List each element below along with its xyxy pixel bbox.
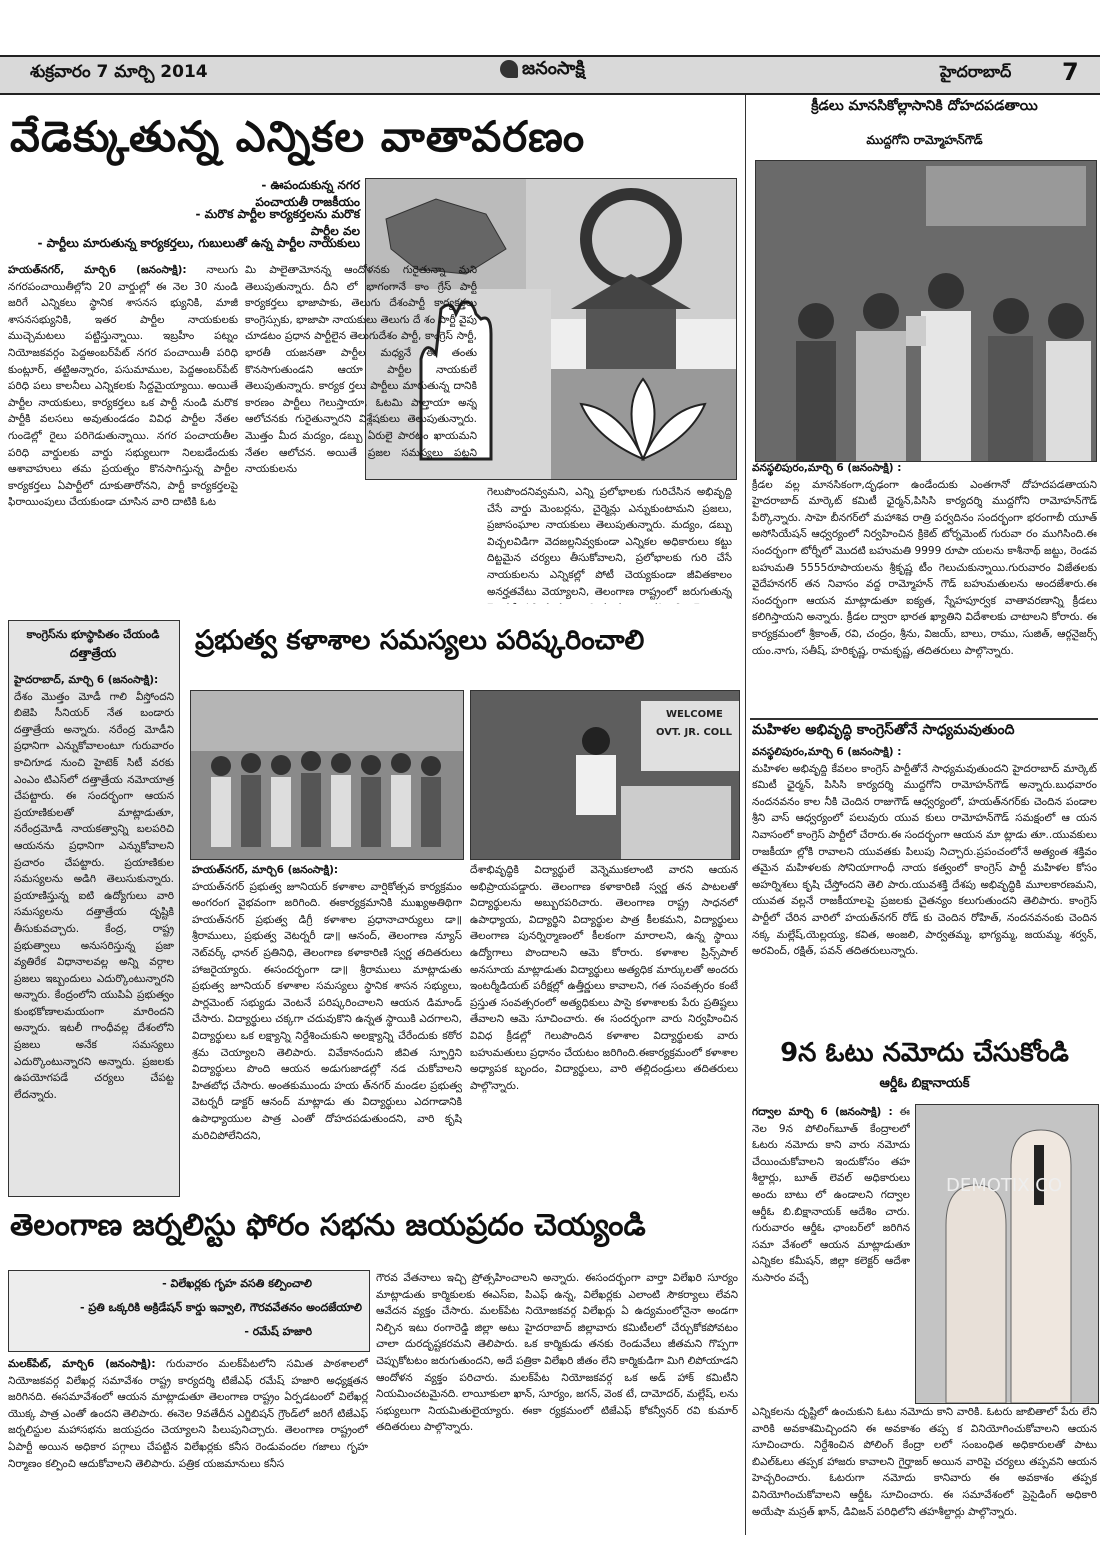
edition-city: హైదరాబాద్ xyxy=(940,62,1012,81)
logo-text: జనంసాక్షి xyxy=(522,58,585,79)
story7-headline: తెలంగాణ జర్నలిస్టు ఫోరం సభను జయప్రదం చెయ్యండి xyxy=(10,1208,646,1243)
story1-dateline: హయత్‌నగర్, మార్చి6 (జనంసాక్షి): xyxy=(8,264,187,276)
trophy-icon xyxy=(906,316,926,346)
story2-byline: ముద్దగోని రామ్మోహన్‌గౌడ్ xyxy=(866,133,983,147)
story6-column-1 xyxy=(192,862,462,1192)
story3-dateline: వనస్థలిపురం,మార్చి 6 (జనంసాక్షి) : xyxy=(752,746,902,758)
newspaper-logo xyxy=(492,56,593,85)
issue-date: శుక్రవారం 7 మార్చి 2014 xyxy=(30,62,208,82)
prize-ceremony-svg xyxy=(756,161,1096,461)
story6-group-photo xyxy=(190,690,464,860)
story6-dateline: హయత్‌నగర్, మార్చి6 (జనంసాక్షి): xyxy=(192,864,339,876)
story4-dateline: గద్వాల మార్చి 6 (జనంసాక్షి) : xyxy=(752,1106,893,1118)
story2-body xyxy=(752,460,1097,710)
story3-rule xyxy=(750,718,1098,720)
story1-col1-text: నాలుగు నగరపంచాయితీల్లోని 20 వార్డుల్లో ఈ నెల 30 నుండి జరిగే ఎన్నికలు స్థానిక శాసనస భ్యునికి, మాజీ శాసనసభ్యునికి, ఇతర పార్టీల నాయకులకు ముచ్చెమటలు పట్టిస్తున్నాయి. ఇబ్రహీం పట్నం నియోజకవర్గం పెద్దఅంబర్‌పేట్ నగర పంచాయితీ పరిధి కుంట్లూర్, తట్టిఅన్నారం, పసుమాముల, పెద్దఅంబర్‌పేట్ పరిధి పలు కాలనీలు ఎన్నికలకు సిద్దమైయ్యాయి. అయితే పార్టీల నాయకులు, కార్యకర్తలు ఒక పార్టీ నుండి మరొక పార్టీకి వలసలు అవుతుండడం వివిధ పార్టీల నేతల గుండెల్లో రైలు పరిగెడుతున్నాయి. నగర పంచాయతీల పరిధి వార్డులకు వార్డు సభ్యులుగా నిలబడేందుకు ఆశావాహులు తమ ప్రయత్నం కొనసాగిస్తున్న పార్టీల కార్యకర్తలు ఏపార్టీలో దూకుతారోనని, పార్టీ కార్యకర్తలపై ఫిరాయింపులు చేయకుండా చూసిన వారి దాటికి ఓట xyxy=(8,264,238,509)
story2-text: క్రీడల వల్ల మానసికంగా,దృఢంగా ఉండేందుకు ఎంతగానో దోహదపడతాయని హైదరాబాద్ మార్కెట్ కమిటీ ఛైర్మన్,పిసిసి కార్యదర్శి ముద్దగోని రామోహన్‌గౌడ్ పేర్కొన్నారు. సాహె బీనగర్‌లో మహాశివ రాత్రి పర్వదినం సందర్భంగా భరంగాబీ యూత్ అసోసియేషన్ ఆధ్వర్యంలో నిర్వహించిన క్రికెట్ టోర్నమెంట్ గురువా రం ముగిసింది.ఈ సందర్భంగా టోర్నీలో మొదటి బహుమతి 9999 రూపా యలను కాశీనాథ్ జట్టు, రెండవ బహుమతి 5555రూపాయలను శ్రీకృష్ణ టీం గెలుచుకున్నాయి.గురువారం విజేతలకు వైదేహనగర్ తన నివాసం వద్ద రామ్మోహన్ గౌడ్ బహుమతులను అందజేశారు.ఈ సందర్భంగా ఆయన మాట్లాడుతూ ఐక్యత, స్నేహపూర్వక వాతావరణాన్ని క్రీడలు కలిగిస్తాయని అన్నారు. క్రీడల ద్వారా భారత ఖ్యాతిని విదేశాలకు చాటాలని కోరారు. ఈ కార్యక్రమంలో శ్రీకాంత్, రవి, చంద్రం, శ్రీను, విజయ్, బాలు, రాము, సుజిత్, ఆర్గనైజర్స్ యం.నాగు, సతీష్, హరికృష్ణ, రామకృష్ణ, తదితరులు పాల్గొన్నారు. xyxy=(752,478,1097,657)
story6-column-2: దేశాభివృద్ధికి విద్యార్థులే వెన్నెముకలాంటి వారని ఆయన అభిప్రాయపడ్డారు. తెలంగాణ కళాకారిణి స్వర్ణ తన పాటలతో విద్యార్థులను అబ్బురపరిచారు. తెలంగాణ రాష్ట్ర సాధనలో ఉపాధ్యాయ, విద్యార్థిని విద్యార్థుల పాత్ర కీలకమని, విద్యార్థులు తెలంగాణ పునర్నిర్మాణంలో కీలకంగా మారాలని, ఉన్న స్థాయి ఉద్యోగాలు పొందాలని ఆమె కోరారు. కళాశాల ప్రిన్స్‌పాల్ అనసూయ మాట్లాడుతు విద్యార్థులు అత్యధిక మార్కులతో అందరు ఇంటర్మీడియట్ పరీక్షల్లో ఉత్తీర్ణులు కావాలని, గత సంవత్సరం కంటే ప్రస్తుత సంవత్సరంలో అత్యధికులు పాసై కళాశాలకు పేరు ప్రతిష్టలు తేవాలని ఆమె సూచించారు. ఈ సందర్భంగా వారు నిర్వహించిన వివిధ క్రీడల్లో గెలుపొందిన కళాశాల విద్యార్థులకు వారు బహుమతులు ప్రధానం చేయటం జరిగింది.ఈకార్యక్రమంలో కళాశాల అధ్యాపక బృందం, విద్యార్థులు, వారి తల్లిదండ్రులు తదితరులు పాల్గొన్నారు. xyxy=(470,864,738,1092)
inked-finger-photo xyxy=(915,1104,1099,1404)
story1-column-2: మి పాలైతామోనన్న ఆందోళనకు గురైతున్నా మని తెలుపుతున్నారు. దీని లో భాగంగానే కాం గ్రేస్ పార్టీ కార్యకర్తలు భాజాపాకు, తెలుగు దేశంపార్టీ కార్యకర్తలు కాంగ్రెస్సుకు, భాజాపా నాయకులు తెలుగు దే శం పార్టీ వైపు చూడటం ప్రధాన పార్టీలైన తెలుగుదేశం పార్టీ, కాంగ్రెస్ సార్టీ, భారతీ యజనతా పార్టీల మధ్యనే ఈ తంతు కొనసాగుతుండని ఆయా పార్టీల నాయకులే తెలుపుతున్నారు. కార్యక ర్తలు పార్టీలు మారుతున్న దానికి కారణం పార్టీలు గెలుస్తాయా, ఓటమి పాల్తాయా అన్న ఆలోచనకు గురైతున్నారని విశ్లేషకులు తెలుపుతున్నారు. మొత్తం మీద మద్యం, డబ్బు ఏరులై పారటం ఖాయమని నేతల ఆలోచన. అయితే ప్రజల సమస్యలు పట్టని నాయకులను xyxy=(245,264,477,476)
story1-column-3: గెలుపొందనివ్వమని, ఎన్ని ప్రలోభాలకు గురిచేసిన అభివృద్ది చేసే వార్డు మెంబర్లను, చైర్మెన్లు ఎన్నుకుంటామని ప్రజలు, ప్రజాసంఘాల నాయకులు తెలుపుతున్నారు. మద్యం, డబ్బు విచ్చలవిడిగా వెదజల్లనివ్వకుండా ఎన్నికల అధికారులు కట్టు దిట్టమైన చర్యలు తీసుకోవాలని, ప్రలోభాలకు గురి చేసే నాయకులను ఎన్నికల్లో పోటీ చెయ్యకుండా జీవితకాలం అనర్హతవేటు వెయ్యాలని, తెలంగాణ రాష్ట్రంలో జరుగుతున్న xyxy=(487,486,732,598)
story1-sub-2: - మరొక పార్టీల కార్యకర్తలను మరొక పార్టీల వల xyxy=(195,207,360,238)
story5-headline: కాంగ్రెస్‌ను భూస్థాపితం చేయండి xyxy=(26,628,160,641)
story3-headline: మహిళల అభివృద్ధి కాంగ్రెస్‌తోనే సాధ్యమవుతుంది xyxy=(752,722,1015,738)
logo-icon xyxy=(500,60,518,78)
story4-headline: 9న ఓటు నమోదు చేసుకోండి xyxy=(780,1038,1069,1068)
story6-speaker-photo xyxy=(470,690,740,860)
story7-sub-2: - ప్రతి ఒక్కరికి అక్రిడేషన్ కార్డు ఇవ్వాలి, గౌరవవేతనం అందజేయాలి xyxy=(79,1301,362,1314)
story7-col1-text: గురువారం మలక్‌పేటలోని సమిత పాఠశాలలో నియోజకవర్గ విలేఖర్ల సమావేశం రాష్ట్ర కార్యదర్శి టిజేఎఫ్ రమేష్ హజారి అధ్యక్షతన జరిగినది. ఈసమావేశంలో ఆయన మాట్లాడుతూ తెలంగాణ రాష్ట్రం ఏర్పడటంలో విలేఖర్ల యొక్క పాత్ర ఎంతో ఉందని తెలిపారు. ఈనెల 9వతేదీన ఎగ్జిబిషన్ గ్రౌండ్‌లో జరిగే టిజేఎఫ్ జర్నలిస్టుల మహాసభను జయప్రదం చెయ్యాలని పిలుపునిచ్చారు. తెలంగాణ రాష్ట్రంలో ఏపార్టీ అయిన అధికార పగ్గాలు చేపట్టిన విలేఖర్లకు కనీస రెండువందల గజాలు గృహ నిర్మాణం కల్పించి ఆదుకోవాలని తెలిపారు. పత్రిక యజమానులు కనీస xyxy=(8,1358,368,1470)
story1-sub-1: - ఊపందుకున్న నగర పంచాయతీ రాజకీయం xyxy=(255,178,360,209)
story5-body xyxy=(14,672,174,1192)
story2-dateline: వనస్థలిపురం,మార్చి 6 (జనంసాక్షి) : xyxy=(752,462,902,474)
college-banner: OVT. JR. COLL xyxy=(656,727,733,738)
story4-narrow-text: ఈ నెల 9న పోలింగ్‌బూత్ కేంద్రాలలో ఓటరు నమోదు కాని వారు నమోదు చేయించుకోవాలని ఇందుకోసం తహ శీల్దార్లు, బూత్ లెవల్ అధికారులు అందు బాటు లో ఉండాలని గద్వాల ఆర్డీఓ బి.బిక్షానాయక్ ఆదేశిం చారు. గురువారం ఆర్డీఓ ఛాంబర్‌లో జరిగిన సమా వేశంలో ఆయన మాట్లాడుతూ ఎన్నికల కమీషన్, జిల్లా కలెక్టర్ ఆదేశా నుసారం వచ్చే xyxy=(752,1106,910,1284)
story3-text: మహిళల అభివృద్ది కేవలం కాంగ్రెస్ పార్టీతోనే సాధ్యమవుతుందని హైదరాబాద్ మార్కెట్ కమిటీ ఛైర్మన్, పిసిసి కార్యదర్శి ముద్దగోని రామోహన్‌గౌడ్ అన్నారు.బుధవారం నందనవనం కాల నీకి చెందిన రాజుగౌడ్ ఆధ్వర్యంలో, హయత్‌నగర్‌కు చెందిన పండాల శ్రీని వాస్ ఆధ్వర్యంలో పలువురు యువ కులు రామోహన్‌గౌడ్ సమక్షంలో ఆ యన నివాసంలో కాంగ్రెస్ పార్టీలో చేరారు.ఈ సందర్భంగా ఆయన మా ట్లాడు తూ..యువకులు రాజకీయా ల్లోకి రావాలని యువతకు పిలుపు నిచ్చారు.ప్రపంచంలోనే అత్యంత శక్తివం తమైన మహిళలకు సోనియాగాంధీ నాయ కత్వంలో కాంగ్రెస్ పార్టీ మహిళల కోసం అహర్నిశలు కృషి చేస్తోందని తెలి పారు.యువశక్తి దేశపు అభివృద్ధికి మూలకారణమని, యువత వల్లనే రాజకీయాలపై ప్రజలకు చైతన్యం కలుగుతుందని తెలిపారు. కాంగ్రెస్ పార్టీలో చేరిన వారిలో హయత్‌నగర్ రోడ్ కు చెందిన రోహిత్, నందనవనంకు చెందిన నక్క మల్లేష్,యెల్లయ్య, కవిత, అంజలి, పార్వతమ్మ, భాగ్యమ్మ, జయమ్మ, శర్వన్, అరవింద్, రక్షిత్, పవన్ తదితరులున్నారు. xyxy=(752,762,1097,958)
story7-sub-1: - విలేఖర్లకు గృహ వసతి కల్పించాలి xyxy=(162,1277,312,1290)
story7-column-2: గౌరవ వేతనాలు ఇచ్చి ప్రోత్సహించాలని అన్నారు. ఈసందర్భంగా వార్తా విలేఖరి సూర్యం మాట్లాడుతు కార్మికులకు ఈఎస్ఐ, పిఎఫ్ ఉన్న, విలేఖర్లకు ఎలాంటి సౌకర్యాలు లేవని ఆవేదన వ్యక్తం చేసారు. మలక్‌పేట నియోజకవర్గ విలేఖర్లు ఏ ఉద్యమంలోనైనా అండగా నిల్చిన ఇటు రంగారెడ్డి జిల్లా అటు హైదరాబాద్ జిల్లావారు కమిటీలలో చేర్చుకోకపోవటం చాలా దురదృష్టకరమని తెలిపారు. ఒక కార్మికుడు తనకు రెండువేలు జీతమని గొప్పగా చెప్పుకోటటం జరుగుతుందని, అదే పత్రికా విలేఖరి జీతం లేని కార్మికుడిగా మిగి లిపోయాడని ఆందోళన వ్యక్తం పరిచారు. మలక్‌పేట నియోజకవర్గ ఒక అడ్ హాక్ కమిటీని నియమించటమైనది. లాయీకులా ఖాన్, సూర్యం, జగన్, వెంక టే, దామోదర్, మల్లేష్, లను సభ్యులుగా నియమితులైయ్యారు. ఈకా ర్యక్రమంలో టిజేఎఫ్ కోకన్వీనర్ రవి కుమార్ తదితరులు పాల్గొన్నారు. xyxy=(376,1272,738,1434)
story7-dateline: మలక్‌పేట్, మార్చి6 (జనంసాక్షి): xyxy=(8,1358,156,1370)
story1-sub-3: - పార్టీలు మారుతున్న కార్యకర్తలు, గుబులుతో ఉన్న పార్టీల నాయకులు xyxy=(37,236,360,250)
story6-headline: ప్రభుత్వ కళాశాల సమస్యలు పరిష్కరించాలి xyxy=(195,625,645,656)
story1-headline: వేడెక్కుతున్న ఎన్నికల వాతావరణం xyxy=(10,112,586,161)
story5-text: దేశం మొత్తం మోడీ గాలి వీస్తోందని బిజెపి సీనియర్ నేత బండారు దత్తాత్రేయ అన్నారు. నరేంద్ర మోడీని ప్రధానిగా ఎన్నుకోవాలంటూ గురువారం కాచిగూడ నుంచి హైటెక్ సిటీ వరకు ఎంఎం టిఎస్‌లో దత్తాత్రేయ నమోయాత్ర చేపట్టారు. ఈ సందర్భంగా ఆయన ప్రయాణికులతో మాట్లాడుతూ, నరేంద్రమోడీ నాయకత్వాన్ని బలపరిచి ఆయనను ప్రధానిగా ఎన్నుకోవాలని ప్రచారం చేపట్టారు. ప్రయాణికుల సమస్యలను అడిగి తెలుసుకున్నారు. ప్రయాణిస్తున్న ఐటి ఉద్యోగులు వారి సమస్యలను దత్తాత్రేయ దృష్టికి తీసుకువచ్చారు. కేంద్ర, రాష్ట్ర ప్రభుత్వాలు అనుసరిస్తున్న ప్రజా వ్యతిరేక విధానాలవల్ల అన్ని వర్గాల ప్రజలు ఇబ్బందులు ఎదుర్కొంటున్నారని అన్నారు. కేంద్రంలోని యుపిఏ ప్రభుత్వం కుంభకోణాలమయంగా మారిందని అన్నారు. ఇటలీ గాంధీవల్ల దేశంలోని ప్రజలు అనేక సమస్యలు ఎదుర్కొంటున్నారని అన్నారు. ప్రజలకు ఉపయోగపడే చర్యలు చేపట్ట లేదన్నారు. xyxy=(14,690,174,1101)
welcome-banner: WELCOME xyxy=(666,709,723,720)
students-group-svg xyxy=(191,691,463,859)
story1-column-1 xyxy=(8,262,238,602)
inked-finger-svg xyxy=(916,1105,1098,1403)
photo-watermark: DEMOTIX.CO xyxy=(946,1175,1063,1196)
story4-wide-column: ఎన్నికలను దృష్టిలో ఉంచుకుని ఓటు నమోదు కాని వారికి. ఓటరు జాబితాలో పేరు లేని వారికి అవకాశమిచ్చిందని ఈ అవకాశం తప్ప క వినియోగించుకోవాలని ఆయన సూచించారు. నిర్దేశించిన పోలింగ్ కేంద్రా లలో సంబంధిత అధికారులతో పాటు బిఎల్‌ఓలు తప్పక హాజరు కావాలని గైర్హాజర్ అయిన వారిపై చర్యలు తప్పవని ఆయన హెచ్చరించారు. ఓటరుగా నమోదు కానివారు ఈ అవకాశం తప్పక వినియోగించుకోవాలని ఆర్డీఓ సూచించారు. ఈ సమావేశంలో ప్రెసైడింగ్ అధికారి అయేషా మస్రత్ ఖాన్, డివిజన్ పరిధిలోని తహశీల్దార్లు పాల్గొన్నారు. xyxy=(752,1406,1097,1518)
story5-byline: దత్తాత్రేయ xyxy=(69,646,117,660)
story4-narrow-column xyxy=(752,1104,910,1404)
story4-byline: ఆర్డీఓ బిక్షానాయక్ xyxy=(879,1076,970,1091)
story6-col1-text: హయత్‌నగర్ ప్రభుత్వ జూనియర్ కళాశాల వార్షికోత్సవ కార్యక్రమం అంగరంగ వైభవంగా జరిగింది. ఈకార్యక్రమానికి ముఖ్యఅతిథిగా హయత్‌నగర్ ప్రభుత్వ డిగ్రీ కళాశాల ప్రధానాచార్యులు డా॥ శ్రీరాములు, ప్రభుత్వ వెటర్నరీ డా॥ ఆనంద్, తెలంగాణ న్యూస్ నెట్‌వర్క్ ఛానల్ ప్రతినిధి, తెలంగాణ కళాకారిణి స్వర్ణ తదితరులు హాజరైయ్యారు. ఈసందర్భంగా డా॥ శ్రీరాములు మాట్లాడుతు ప్రభుత్వ జూనియర్ కళాశాల సమస్యలు స్థానిక శాసన సభ్యులు, పార్లమెంట్ సభ్యుడు వెంటనే పరిష్కరించాలని ఆయన డిమాండ్ చేసారు. విద్యార్థులు చక్కగా చదువుకొని ఉన్నత స్థాయికి ఎదగాలని, విద్యార్థులు ఒక లక్ష్యాన్ని నిర్దేశించుకుని అలక్ష్యాన్ని చేరేందుకు కఠోర శ్రమ చెయ్యాలని తెలిపారు. వివేకానందుని జీవిత స్ఫూర్తిని విద్యార్థులు పొంది ఆయన అడుగుజాడల్లో నడ చుకోవాలని హితబోధ చేసారు. అంతకుముందు హయ త్‌నగర్ మండల ప్రభుత్వ వెటర్నరీ డాక్టర్ ఆనంద్ మాట్లాడు తు విద్యార్థులు ఎదగాడానికి ఉపాధ్యాయుల పాత్ర ఎంతో దోహదపడుతుందని, వారి కృషి మరిచిపోలేనిదని, xyxy=(192,880,462,1142)
story2-prize-photo xyxy=(755,160,1097,462)
column-divider xyxy=(745,95,746,1535)
story7-column-1 xyxy=(8,1356,368,1556)
story3-body xyxy=(752,744,1097,1034)
page-number: 7 xyxy=(1062,58,1079,86)
story5-dateline: హైదరాబాద్, మార్చి 6 (జనంసాక్షి): xyxy=(14,674,159,686)
story7-sub-3: - రమేష్ హజారి xyxy=(244,1325,312,1338)
story2-headline: క్రీడలు మానసికోల్లాసానికి దోహదపడతాయి xyxy=(811,98,1038,114)
